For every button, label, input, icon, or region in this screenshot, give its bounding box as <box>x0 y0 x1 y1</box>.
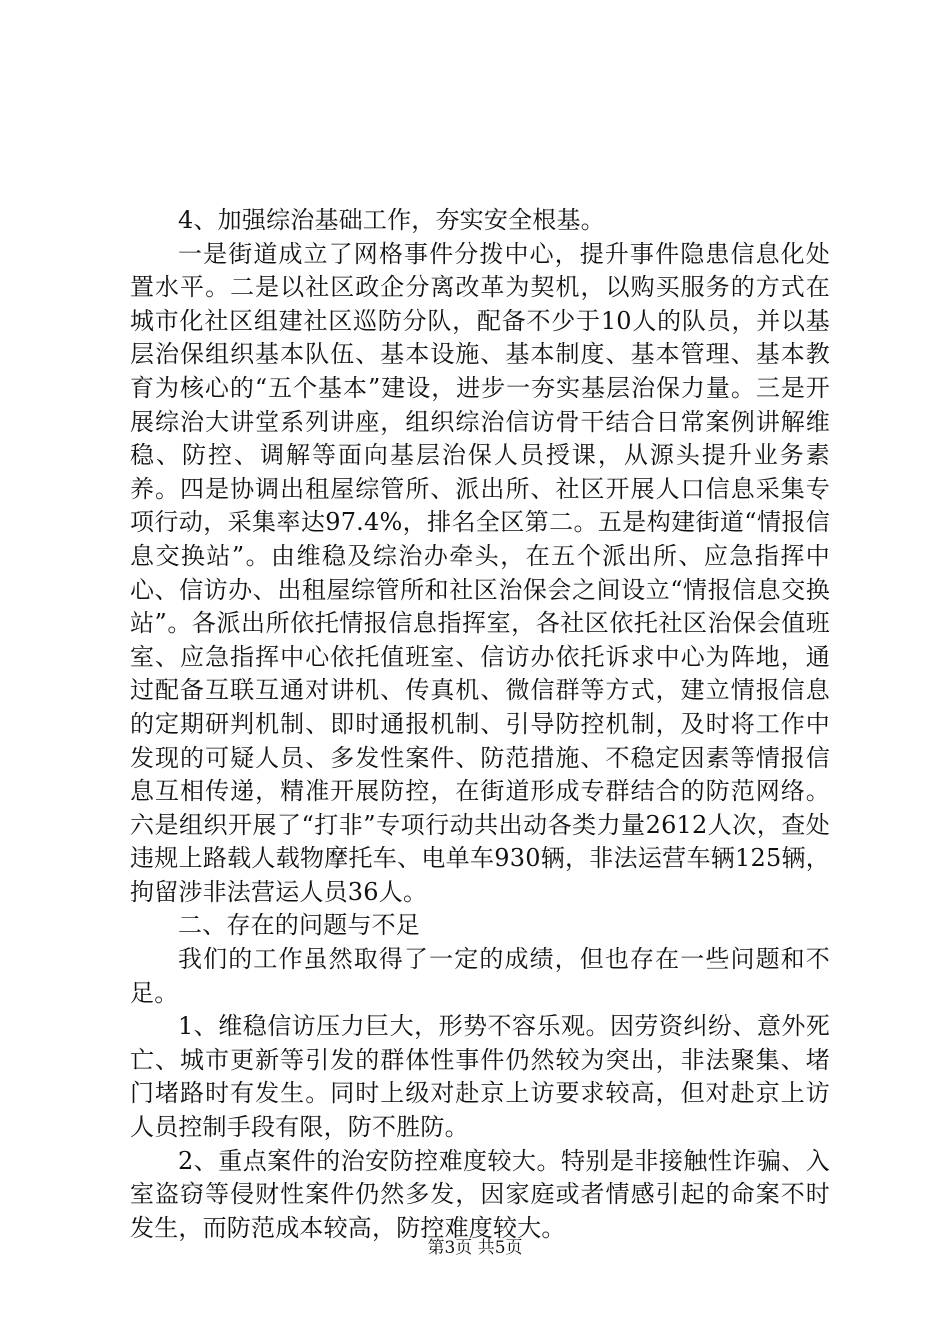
body-paragraph: 我们的工作虽然取得了一定的成绩，但也存在一些问题和不足。 <box>130 945 830 1007</box>
body-paragraph: 一是街道成立了网格事件分拨中心，提升事件隐患信息化处置水平。二是以社区政企分离改革为契机，以购买服务的方式在城市化社区组建社区巡防分队，配备不少于10人的队员，并以基层治保组织基本队伍、基本设施、基本制度、基本管理、基本教育为核心的“五个基本”建设，进步一夯实基层治保力量。三是开展综治大讲堂系列讲座，组织综治信访骨干结合日常案例讲解维稳、防控、调解等面向基层治保人员授课，从源头提升业务素养。四是协调出租屋综管所、派出所、社区开展人口信息采集专项行动，采集率达97.4%，排名全区第二。五是构建街道“情报信息交换站”。由维稳及综治办牵头，在五个派出所、应急指挥中心、信访办、出租屋综管所和社区治保会之间设立“情报信息交换站”。各派出所依托情报信息指挥室，各社区依托社区治保会值班室、应急指挥中心依托值班室、信访办依托诉求中心为阵地，通过配备互联互通对讲机、传真机、微信群等方式，建立情报信息的定期研判机制、即时通报机制、引导防控机制，及时将工作中发现的可疑人员、多发性案件、防范措施、不稳定因素等情报信息互相传递，精准开展防控，在街道形成专群结合的防范网络。六是组织开展了“打非”专项行动共出动各类力量2612人次，查处违规上路载人载物摩托车、电单车930辆，非法运营车辆125辆，拘留涉非法营运人员36人。 <box>130 239 830 906</box>
document-body <box>130 204 830 1245</box>
page-footer: 第3页 共5页 <box>427 1238 523 1258</box>
body-paragraph: 2、重点案件的治安防控难度较大。特别是非接触性诈骗、入室盗窃等侵财性案件仍然多发，因家庭或者情感引起的命案不时发生，而防范成本较高，防控难度较大。 <box>130 1146 830 1242</box>
section-heading-4: 4、加强综治基础工作，夯实安全根基。 <box>178 206 605 234</box>
section-heading-2: 二、存在的问题与不足 <box>178 911 420 940</box>
body-paragraph: 1、维稳信访压力巨大，形势不容乐观。因劳资纠纷、意外死亡、城市更新等引发的群体性事件仍然较为突出，非法聚集、堵门堵路时有发生。同时上级对赴京上访要求较高，但对赴京上访人员控制手段有限，防不胜防。 <box>130 1012 830 1142</box>
